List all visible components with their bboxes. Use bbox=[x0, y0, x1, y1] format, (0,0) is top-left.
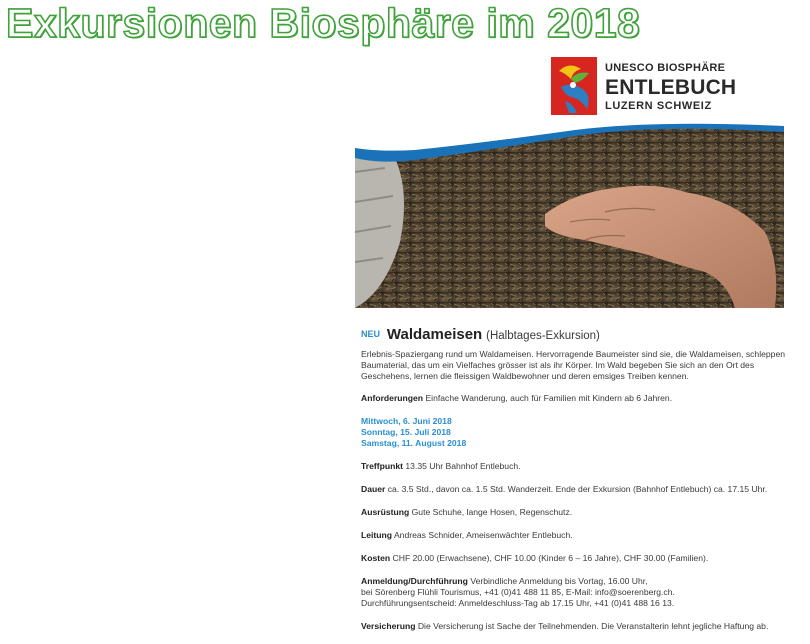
lead-text: Andreas Schnider, Ameisenwächter Entlebuch. bbox=[393, 530, 573, 540]
date-list bbox=[361, 416, 791, 449]
duration-label: Dauer bbox=[361, 484, 386, 494]
logo-line-2: ENTLEBUCH bbox=[605, 76, 737, 99]
excursion-title: Waldameisen bbox=[386, 326, 483, 343]
lead-label: Leitung bbox=[361, 530, 393, 540]
excursion-description: Erlebnis-Spaziergang rund um Waldameisen. Hervorragende Baumeister sind sie, die Waldameisen, schleppen Baumaterial, das um ein Vielfaches grösser ist als ihr Körper. Im Wald begeben Sie sich an den Ort des Geschehens, lernen die fleissigen Waldbewohner und deren emsiges Treiben kennen. bbox=[361, 349, 786, 381]
requirements-label: Anforderungen bbox=[361, 393, 424, 403]
excursion-title-line bbox=[361, 326, 791, 344]
page-headline: Exkursionen Biosphäre im 2018 bbox=[6, 0, 641, 46]
biosphere-logo bbox=[551, 57, 741, 115]
registration-line-1: Verbindliche Anmeldung bis Vortag, 16.00 Uhr, bbox=[470, 576, 648, 586]
insurance-row bbox=[361, 621, 791, 632]
duration-row bbox=[361, 484, 791, 495]
duration-text: ca. 3.5 Std., davon ca. 1.5 Std. Wanderzeit. Ende der Exkursion (Bahnhof Entlebuch) ca. 17.15 Uhr. bbox=[387, 484, 768, 494]
requirements-row bbox=[361, 393, 791, 404]
costs-text: CHF 20.00 (Erwachsene), CHF 10.00 (Kinder 6 – 16 Jahre), CHF 30.00 (Familien). bbox=[392, 553, 709, 563]
new-badge: NEU bbox=[361, 329, 381, 339]
date-item: Samstag, 11. August 2018 bbox=[361, 438, 467, 448]
registration-line-3: Durchführungsentscheid: Anmeldeschluss-Tag ab 17.15 Uhr, +41 (0)41 488 16 13. bbox=[361, 598, 675, 608]
meeting-label: Treffpunkt bbox=[361, 461, 404, 471]
biosphere-logo-icon bbox=[551, 57, 597, 115]
logo-line-1: UNESCO BIOSPHÄRE bbox=[605, 62, 726, 74]
date-item: Sonntag, 15. Juli 2018 bbox=[361, 427, 451, 437]
excursion-details bbox=[361, 326, 791, 644]
meeting-row bbox=[361, 461, 791, 472]
lead-row bbox=[361, 530, 791, 541]
meeting-text: 13.35 Uhr Bahnhof Entlebuch. bbox=[405, 461, 521, 471]
costs-row bbox=[361, 553, 791, 564]
date-item: Mittwoch, 6. Juni 2018 bbox=[361, 416, 452, 426]
ant-hill-photo bbox=[355, 122, 784, 308]
equipment-text: Gute Schuhe, lange Hosen, Regenschutz. bbox=[411, 507, 573, 517]
costs-label: Kosten bbox=[361, 553, 391, 563]
equipment-label: Ausrüstung bbox=[361, 507, 410, 517]
equipment-row bbox=[361, 507, 791, 518]
requirements-text: Einfache Wanderung, auch für Familien mit Kindern ab 6 Jahren. bbox=[425, 393, 673, 403]
logo-line-3: LUZERN SCHWEIZ bbox=[605, 100, 712, 112]
registration-line-2: bei Sörenberg Flühli Tourismus, +41 (0)41 488 11 85, E-Mail: info@soerenberg.ch. bbox=[361, 587, 675, 597]
insurance-text: Die Versicherung ist Sache der Teilnehmenden. Die Veranstalterin lehnt jegliche Haftung ab. bbox=[417, 621, 769, 631]
registration-label: Anmeldung/Durchführung bbox=[361, 576, 468, 586]
insurance-label: Versicherung bbox=[361, 621, 416, 631]
registration-row bbox=[361, 576, 791, 609]
excursion-subtitle: (Halbtages-Exkursion) bbox=[486, 330, 600, 342]
